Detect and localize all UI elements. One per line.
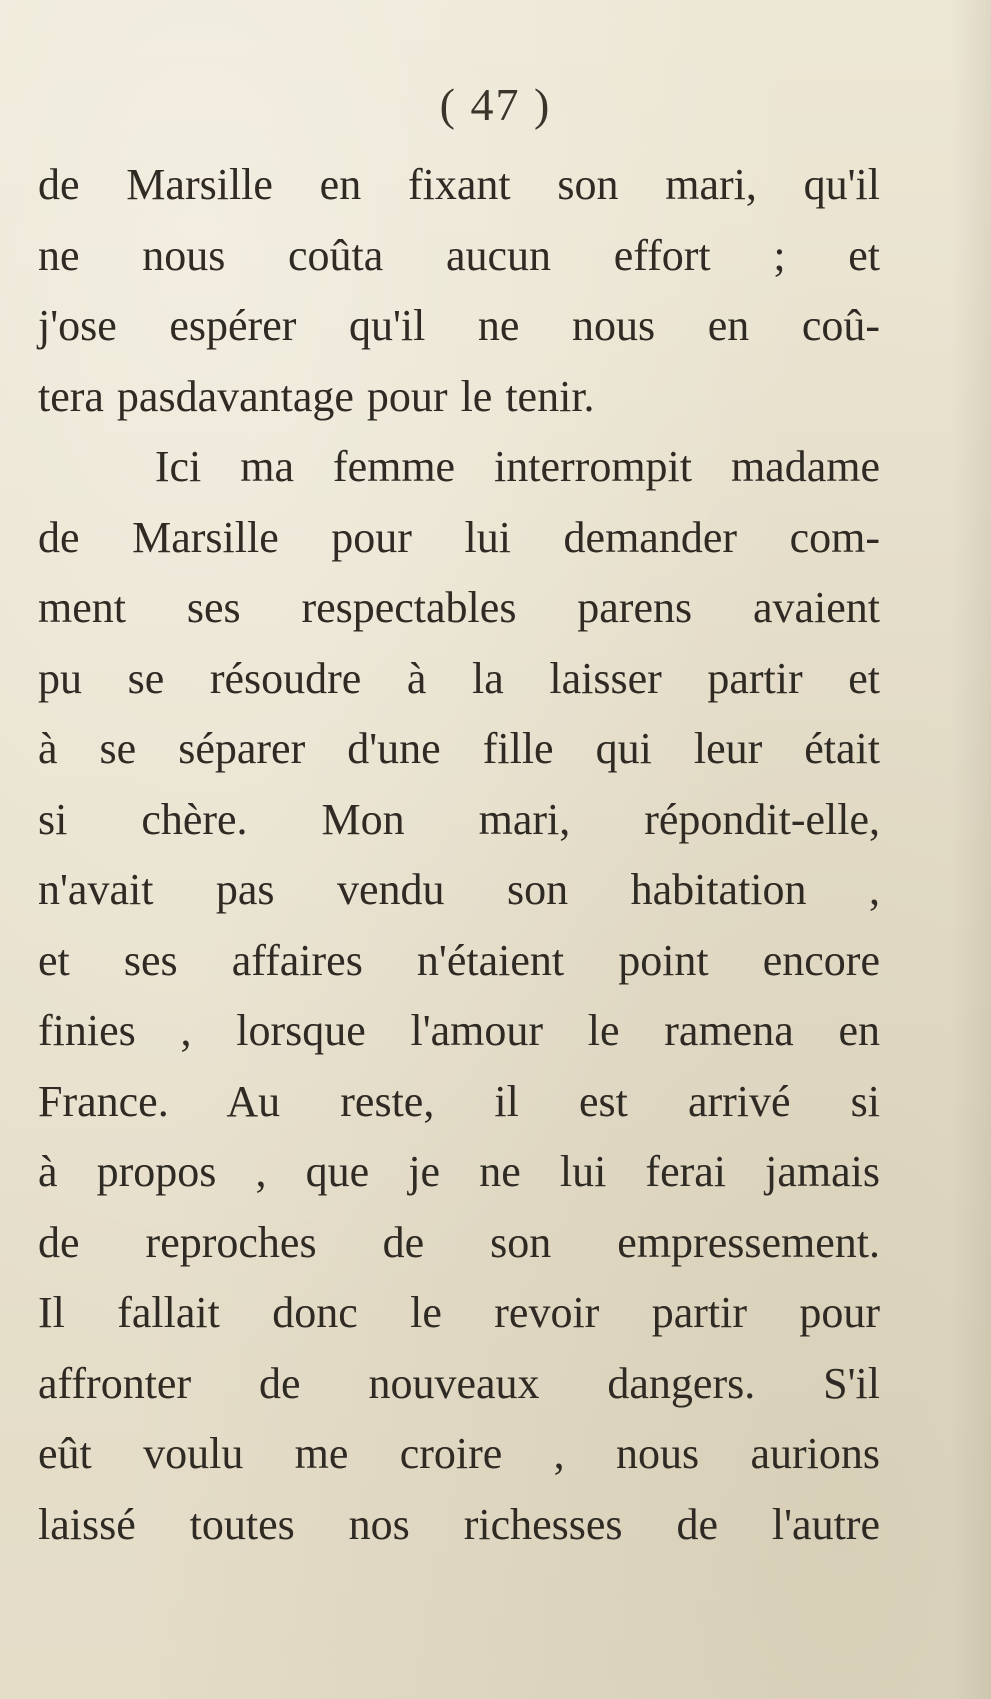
- text-line: pu se résoudre à la laisser partir et: [38, 653, 880, 703]
- text-line: n'avait pas vendu son habitation ,: [38, 865, 880, 914]
- text-line: si chère. Mon mari, répondit-elle,: [38, 794, 880, 844]
- text-line: j'ose espérer qu'il ne nous en coû-: [38, 301, 880, 350]
- text-line: affronter de nouveaux dangers. S'il: [38, 1358, 880, 1408]
- text-line: eût voulu me croire , nous aurions: [38, 1429, 880, 1478]
- text-line: et ses affaires n'étaient point encore: [38, 935, 880, 985]
- text-line: ne nous coûta aucun effort ; et: [38, 230, 880, 280]
- text-line: ment ses respectables parens avaient: [38, 583, 880, 632]
- text-line: de Marsille pour lui demander com-: [38, 512, 880, 562]
- text-line: finies , lorsque l'amour le ramena en: [38, 1006, 880, 1055]
- text-line: laissé toutes nos richesses de l'autre: [38, 1499, 880, 1549]
- page-edge-shadow: [951, 0, 991, 1699]
- text-line: France. Au reste, il est arrivé si: [38, 1076, 880, 1126]
- text-line: Il fallait donc le revoir partir pour: [38, 1288, 880, 1337]
- body-text: [38, 150, 880, 1560]
- text-line: Ici ma femme interrompit madame: [38, 442, 880, 491]
- text-line: à se séparer d'une fille qui leur était: [38, 724, 880, 773]
- text-line: à propos , que je ne lui ferai jamais: [38, 1147, 880, 1196]
- text-line: de Marsille en fixant son mari, qu'il: [38, 160, 880, 209]
- page-number: ( 47 ): [439, 79, 552, 130]
- text-line: tera pasdavantage pour le tenir.: [38, 371, 595, 421]
- text-line: de reproches de son empressement.: [38, 1217, 880, 1267]
